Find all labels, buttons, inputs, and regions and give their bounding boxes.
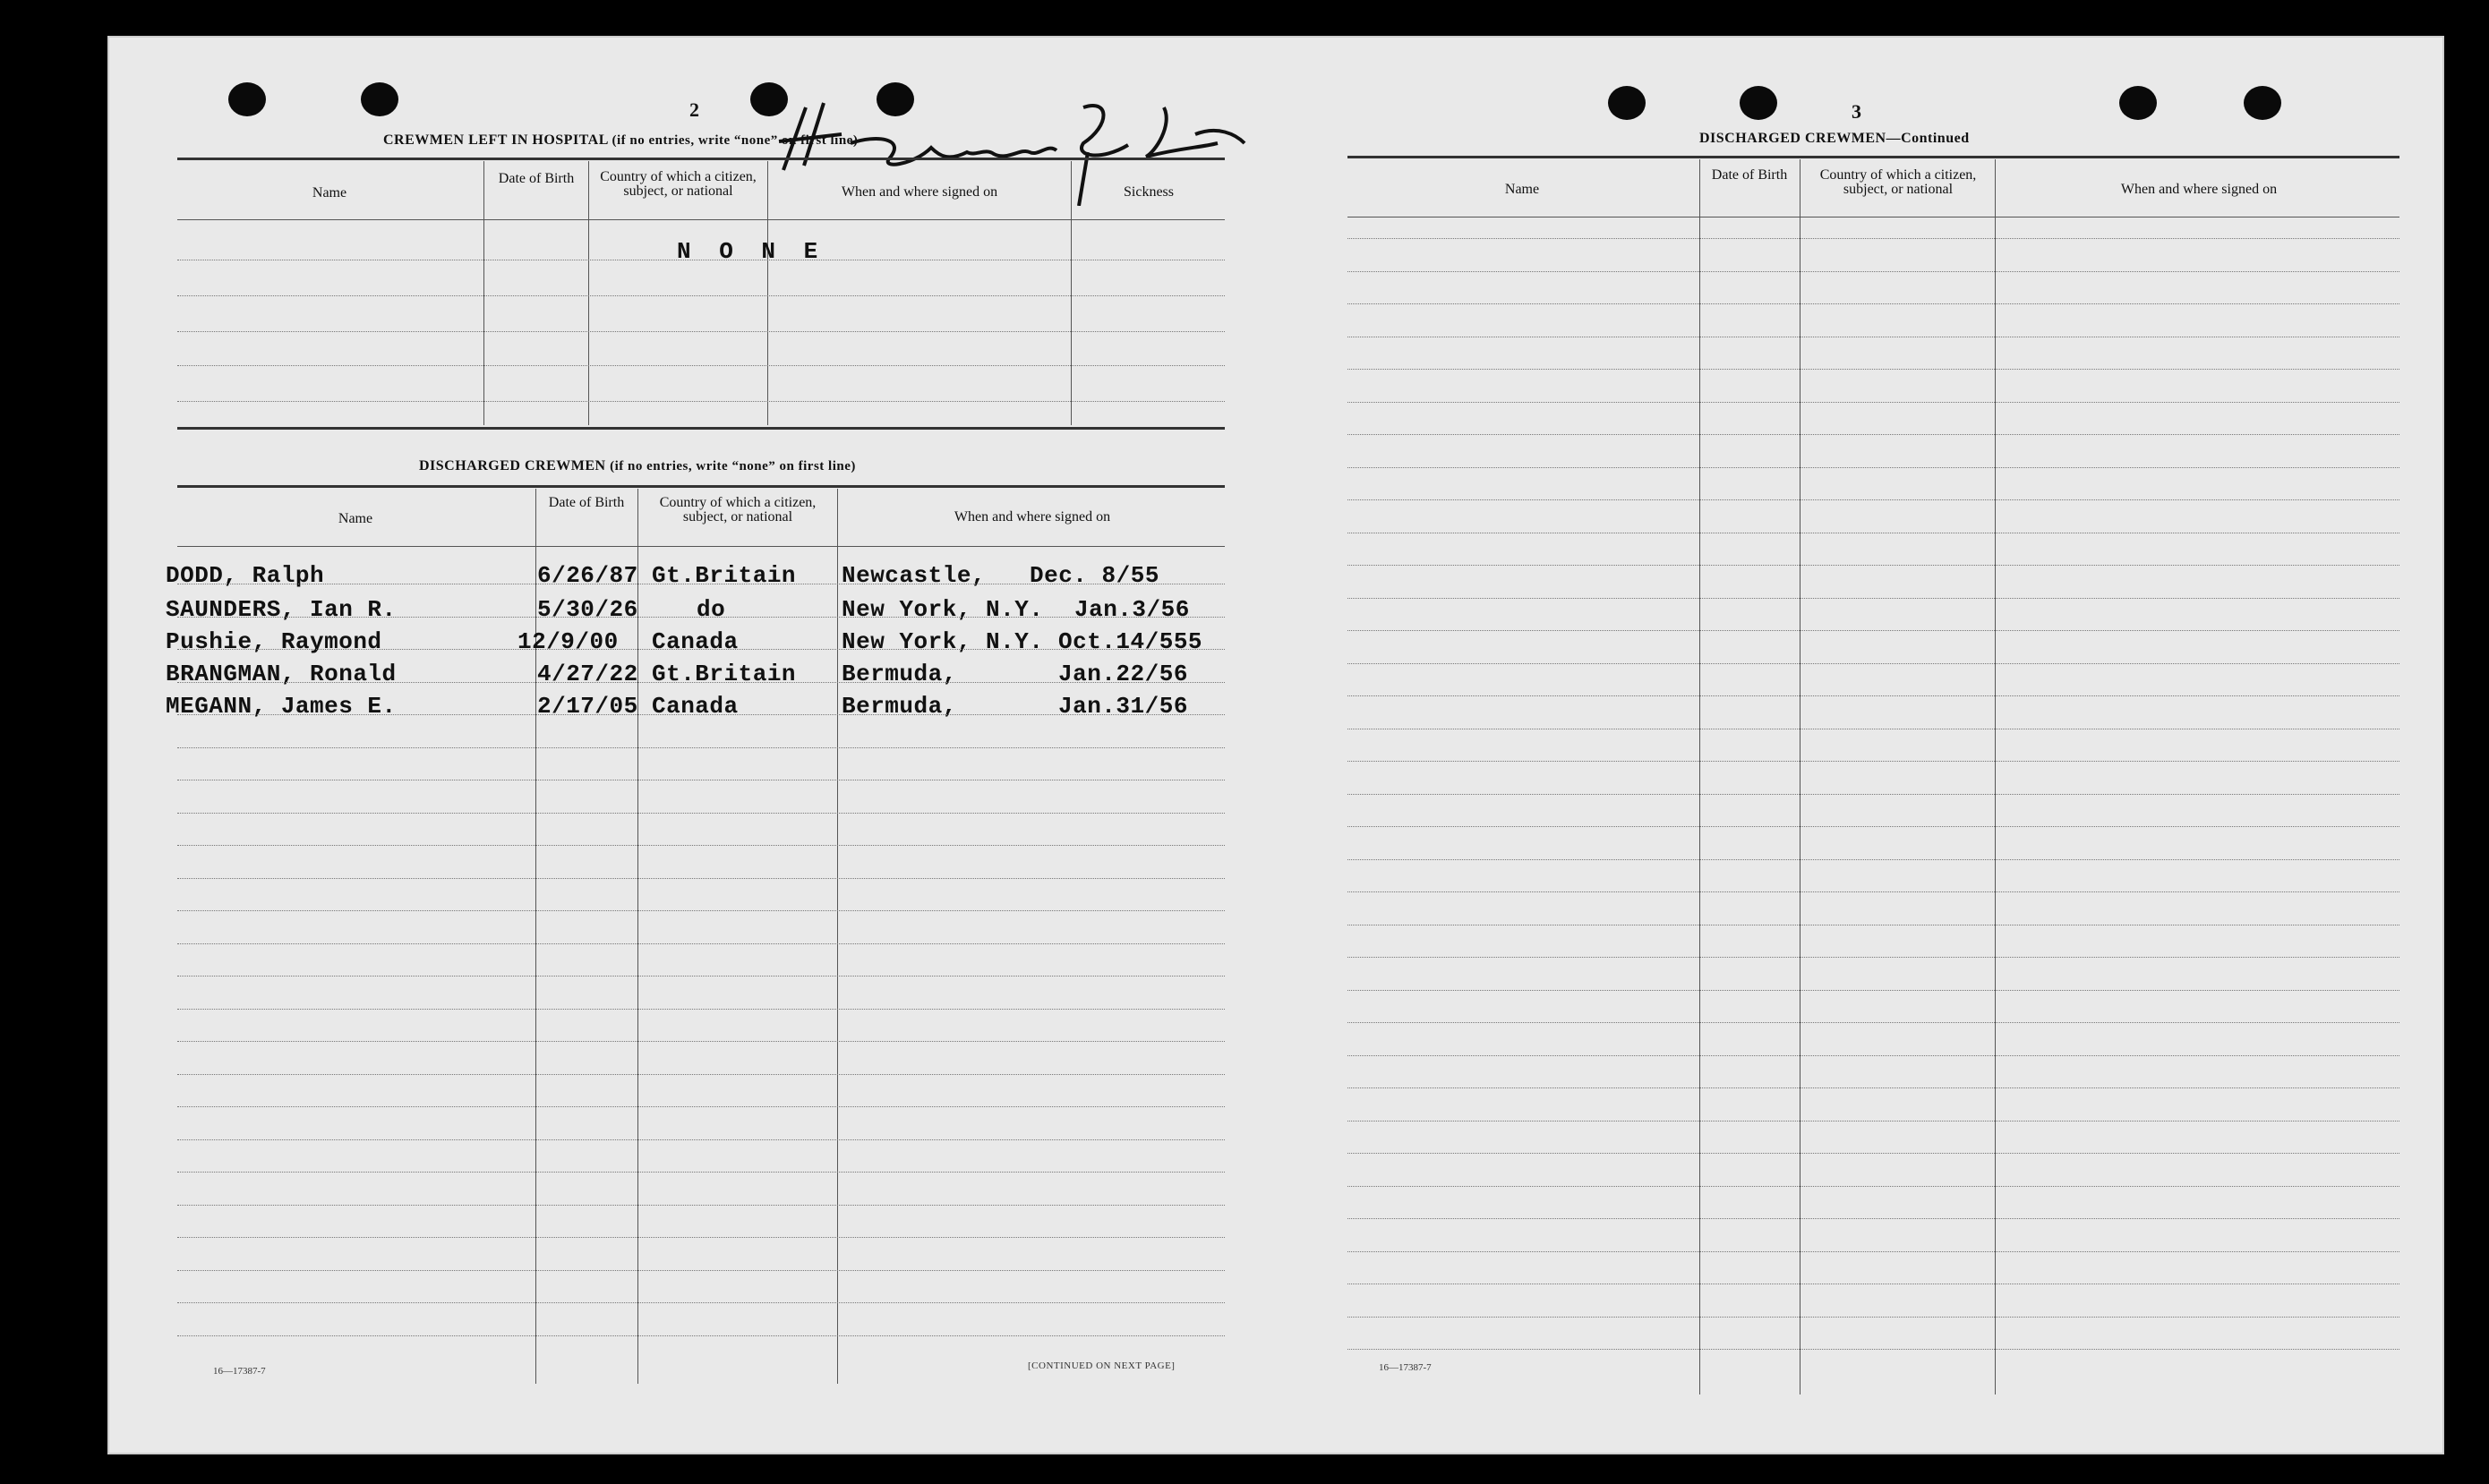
ledger-row-line — [177, 682, 1225, 683]
ledger-row-line — [177, 1009, 1225, 1010]
ledger-row-line — [177, 943, 1225, 944]
discharged-col-divider — [535, 489, 536, 1384]
ledger-row-line — [1347, 859, 2399, 860]
right-header-when-where: When and where signed on — [2120, 182, 2278, 197]
crew-dob: 6/26/87 — [537, 562, 638, 589]
crew-name: SAUNDERS, Ian R. — [166, 596, 397, 623]
crew-name: Pushie, Raymond — [166, 628, 382, 655]
hospital-title-note: (if no entries, write “none” on first line) — [612, 133, 859, 148]
ledger-row-line — [1347, 1153, 2399, 1154]
crew-name: DODD, Ralph — [166, 562, 325, 589]
punch-hole — [1608, 86, 1646, 120]
crew-signed-date: Oct.14/555 — [1058, 628, 1203, 655]
ledger-row-line — [1347, 467, 2399, 468]
right-col-divider — [1995, 159, 1996, 1394]
ledger-row-line — [177, 1139, 1225, 1140]
crew-name: MEGANN, James E. — [166, 693, 397, 720]
ledger-row-line — [177, 1237, 1225, 1238]
hospital-col-divider — [588, 161, 589, 425]
ledger-row-line — [177, 1335, 1225, 1336]
ledger-row-line — [177, 976, 1225, 977]
crew-name: BRANGMAN, Ronald — [166, 661, 397, 687]
ledger-row-line — [177, 617, 1225, 618]
crew-dob: 4/27/22 — [537, 661, 638, 687]
form-number-right: 16—17387-7 — [1379, 1362, 1432, 1373]
ledger-row-line — [177, 1041, 1225, 1042]
hospital-header-dob: Date of Birth — [498, 171, 575, 186]
discharged-header-country: Country of which a citizen, subject, or national — [659, 495, 817, 525]
hospital-table-bottom-rule — [177, 427, 1225, 430]
ledger-row-line — [177, 910, 1225, 911]
crew-country: Canada — [652, 693, 739, 720]
hospital-row-line — [177, 295, 1225, 296]
right-table-top-rule — [1347, 156, 2399, 158]
ledger-row-line — [1347, 695, 2399, 696]
hospital-row-line — [177, 331, 1225, 332]
crew-signed-place: New York, N.Y. — [842, 596, 1044, 623]
discharged-title: DISCHARGED CREWMEN — [419, 458, 606, 473]
hospital-header-sickness: Sickness — [1124, 184, 1174, 200]
ledger-row-line — [1347, 1218, 2399, 1219]
crew-signed-place: Newcastle, — [842, 562, 987, 589]
discharged-section-title — [419, 458, 856, 474]
crew-signed-place: Bermuda, — [842, 661, 957, 687]
discharged-title-note: (if no entries, write “none” on first line) — [610, 459, 856, 473]
crew-signed-place: Bermuda, — [842, 693, 957, 720]
right-header-dob: Date of Birth — [1711, 167, 1788, 183]
hospital-header-when-where: When and where signed on — [841, 184, 998, 200]
ledger-row-line — [1347, 1055, 2399, 1056]
hospital-section-title — [383, 132, 858, 149]
ledger-row-line — [1347, 1349, 2399, 1350]
continued-note: [CONTINUED ON NEXT PAGE] — [1028, 1360, 1176, 1371]
right-col-divider — [1699, 159, 1700, 1394]
ledger-row-line — [1347, 402, 2399, 403]
punch-hole — [228, 82, 266, 116]
hospital-col-divider — [1071, 161, 1072, 425]
page-number-left: 2 — [689, 98, 699, 121]
ledger-row-line — [177, 878, 1225, 879]
discharged-header-dob: Date of Birth — [548, 495, 625, 510]
ledger-row-line — [1347, 1186, 2399, 1187]
ledger-row-line — [177, 1270, 1225, 1271]
ledger-row-line — [1347, 369, 2399, 370]
punch-hole — [2244, 86, 2281, 120]
ledger-row-line — [1347, 957, 2399, 958]
ledger-row-line — [1347, 1121, 2399, 1122]
punch-hole — [1740, 86, 1777, 120]
right-header-country: Country of which a citizen, subject, or national — [1819, 167, 1977, 197]
crew-dob: 2/17/05 — [537, 693, 638, 720]
ledger-row-line — [1347, 565, 2399, 566]
discharged-header-when-where: When and where signed on — [954, 509, 1111, 525]
ledger-row-line — [1347, 598, 2399, 599]
hospital-title: CREWMEN LEFT IN HOSPITAL — [383, 132, 609, 148]
crew-signed-date: Dec. 8/55 — [1030, 562, 1159, 589]
hospital-header-name: Name — [312, 185, 347, 200]
ledger-row-line — [177, 747, 1225, 748]
ledger-row-line — [1347, 1317, 2399, 1318]
ledger-row-line — [1347, 663, 2399, 664]
punch-hole — [2119, 86, 2157, 120]
crew-signed-date: Jan.31/56 — [1058, 693, 1188, 720]
crew-signed-place: New York, N.Y. — [842, 628, 1044, 655]
ledger-row-line — [177, 649, 1225, 650]
hospital-header-country: Country of which a citizen, subject, or national — [600, 169, 757, 199]
ledger-row-line — [1347, 794, 2399, 795]
ledger-row-line — [1347, 271, 2399, 272]
ledger-row-line — [177, 1172, 1225, 1173]
form-number-left: 16—17387-7 — [213, 1366, 266, 1377]
ledger-row-line — [177, 1302, 1225, 1303]
crew-country: Gt.Britain — [652, 562, 797, 589]
ledger-row-line — [1347, 1022, 2399, 1023]
crew-signed-date: Jan.22/56 — [1058, 661, 1188, 687]
ledger-row-line — [177, 813, 1225, 814]
ledger-row-line — [1347, 434, 2399, 435]
hospital-header-bottom-rule — [177, 219, 1225, 220]
ledger-row-line — [1347, 238, 2399, 239]
ledger-row-line — [1347, 303, 2399, 304]
ledger-row-line — [177, 1074, 1225, 1075]
ledger-row-line — [1347, 990, 2399, 991]
ledger-row-line — [1347, 891, 2399, 892]
crew-dob: 12/9/00 — [517, 628, 619, 655]
ledger-row-line — [1347, 761, 2399, 762]
crew-signed-date: Jan.3/56 — [1074, 596, 1190, 623]
ledger-row-line — [1347, 630, 2399, 631]
ledger-row-line — [177, 1205, 1225, 1206]
page-number-right: 3 — [1852, 100, 1861, 123]
right-section-title: DISCHARGED CREWMEN—Continued — [1699, 131, 1970, 146]
ledger-row-line — [177, 1106, 1225, 1107]
document-sheet — [107, 36, 2444, 1454]
hospital-col-divider — [483, 161, 484, 425]
discharged-header-bottom-rule — [177, 546, 1225, 547]
right-header-name: Name — [1504, 182, 1540, 197]
ledger-row-line — [1347, 499, 2399, 500]
crew-dob: 5/30/26 — [537, 596, 638, 623]
ledger-row-line — [1347, 826, 2399, 827]
discharged-col-divider — [637, 489, 638, 1384]
discharged-table-top-rule — [177, 485, 1225, 488]
ledger-row-line — [177, 845, 1225, 846]
crew-country: do — [697, 596, 726, 623]
discharged-header-name: Name — [338, 511, 373, 526]
crew-country: Gt.Britain — [652, 661, 797, 687]
hospital-none-entry: N O N E — [677, 238, 825, 265]
ledger-row-line — [1347, 1251, 2399, 1252]
crew-country: Canada — [652, 628, 739, 655]
hospital-col-divider — [767, 161, 768, 425]
hospital-table-top-rule — [177, 158, 1225, 160]
ledger-row-line — [177, 714, 1225, 715]
ledger-row-line — [1347, 1087, 2399, 1088]
punch-hole — [361, 82, 398, 116]
discharged-col-divider — [837, 489, 838, 1384]
hospital-row-line — [177, 401, 1225, 402]
hospital-row-line — [177, 365, 1225, 366]
